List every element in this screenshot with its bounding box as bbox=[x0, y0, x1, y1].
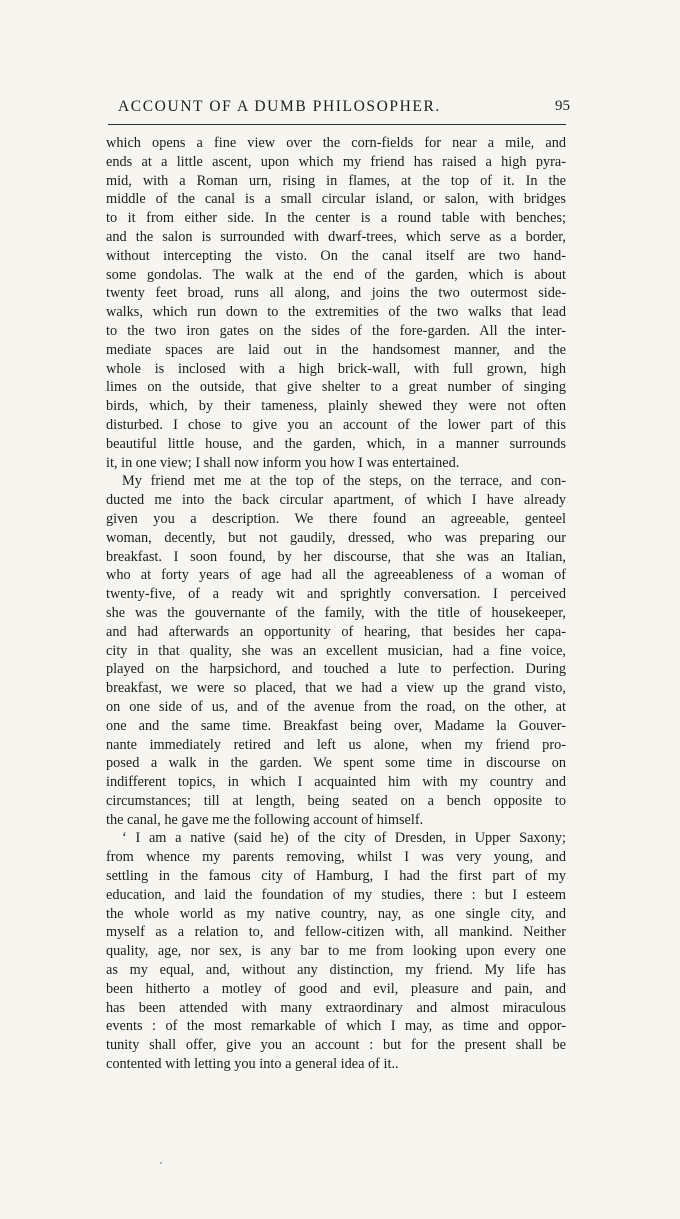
text-line: nante immediately retired and left us alone, when my friend pro- bbox=[106, 736, 566, 753]
text-line: posed a walk in the garden. We spent some time in discourse on bbox=[106, 755, 566, 772]
text-line: settling in the famous city of Hamburg, I had the first part of my bbox=[106, 868, 566, 885]
text-line: contented with letting you into a general idea of it.. bbox=[106, 1056, 399, 1073]
page-number: 95 bbox=[555, 98, 570, 114]
text-line: and the salon is surrounded with dwarf-trees, which serve as a border, bbox=[106, 228, 566, 245]
text-line: has been attended with many extraordinary and almost miraculous bbox=[106, 999, 566, 1016]
text-line: twenty feet broad, runs all along, and joins the two outermost side- bbox=[106, 285, 566, 302]
text-line: whole is inclosed with a high brick-wall, with full grown, high bbox=[106, 360, 566, 377]
header-rule bbox=[108, 124, 566, 125]
text-line: birds, which, by their tameness, plainly shewed they were not often bbox=[106, 398, 566, 415]
text-line: to it from either side. In the center is a round table with benches; bbox=[106, 210, 566, 227]
text-line: breakfast, we were so placed, that we had a view up the grand visto, bbox=[106, 680, 566, 697]
text-line: woman, decently, but not gaudily, dressed, who was preparing our bbox=[106, 529, 566, 546]
text-line: breakfast. I soon found, by her discourse, that she was an Italian, bbox=[106, 548, 566, 565]
text-line: some gondolas. The walk at the end of the garden, which is about bbox=[106, 266, 566, 283]
text-line: circumstances; till at length, being seated on a bench opposite to bbox=[106, 792, 566, 809]
text-line: she was the gouvernante of the family, with the title of housekeeper, bbox=[106, 604, 566, 621]
text-line: city in that quality, she was an excellent musician, had a fine voice, bbox=[106, 642, 566, 659]
text-line: ‘ I am a native (said he) of the city of Dresden, in Upper Saxony; bbox=[122, 830, 566, 847]
text-line: which opens a fine view over the corn-fields for near a mile, and bbox=[106, 135, 566, 151]
text-line: myself as a relation to, and fellow-citizen with, all mankind. Neither bbox=[106, 924, 566, 941]
text-line: been hitherto a motley of good and evil, pleasure and pain, and bbox=[106, 980, 566, 997]
text-line: played on the harpsichord, and touched a lute to perfection. During bbox=[106, 661, 566, 678]
page-speck bbox=[160, 1162, 162, 1164]
text-line: who at forty years of age had all the agreeableness of a woman of bbox=[106, 567, 566, 584]
body-text bbox=[106, 134, 566, 1074]
text-line: ducted me into the back circular apartment, of which I have already bbox=[106, 492, 566, 509]
text-line: My friend met me at the top of the steps, on the terrace, and con- bbox=[122, 473, 566, 490]
text-line: the whole world as my native country, nay, as one single city, and bbox=[106, 905, 566, 922]
text-line: twenty-five, of a ready wit and sprightly conversation. I perceived bbox=[106, 586, 566, 603]
text-line: limes on the outside, that give shelter to a great number of singing bbox=[106, 379, 566, 396]
text-line: disturbed. I chose to give you an account of the lower part of this bbox=[106, 416, 566, 433]
text-line: one and the same time. Breakfast being over, Madame la Gouver- bbox=[106, 717, 566, 734]
text-line: the canal, he gave me the following account of himself. bbox=[106, 811, 424, 828]
text-line: mediate spaces are laid out in the handsomest manner, and the bbox=[106, 341, 566, 358]
text-line: middle of the canal is a small circular island, or salon, with bridges bbox=[106, 191, 566, 208]
running-title: ACCOUNT OF A DUMB PHILOSOPHER. bbox=[118, 98, 441, 115]
text-line: without intercepting the visto. On the canal itself are two hand- bbox=[106, 247, 566, 264]
text-line: it, in one view; I shall now inform you how I was entertained. bbox=[106, 454, 460, 471]
text-line: tunity shall offer, give you an account : but for the present shall be bbox=[106, 1037, 566, 1054]
text-line: beautiful little house, and the garden, which, in a manner surrounds bbox=[106, 435, 566, 452]
text-line: mid, with a Roman urn, rising in flames, at the top of it. In the bbox=[106, 172, 566, 189]
text-line: ends at a little ascent, upon which my friend has raised a high pyra- bbox=[106, 153, 566, 170]
text-line: walks, which run down to the extremities of the two walks that lead bbox=[106, 304, 566, 321]
text-line: quality, age, nor sex, is any bar to me from looking upon every one bbox=[106, 943, 566, 960]
text-line: to the two iron gates on the sides of the fore-garden. All the inter- bbox=[106, 322, 566, 339]
text-line: events : of the most remarkable of which I may, as time and oppor- bbox=[106, 1018, 566, 1035]
text-line: indifferent topics, in which I acquainted him with my country and bbox=[106, 774, 566, 791]
text-line: on one side of us, and of the avenue from the road, on the other, at bbox=[106, 698, 566, 715]
page-header bbox=[100, 98, 570, 120]
text-line: from whence my parents removing, whilst I was very young, and bbox=[106, 849, 566, 866]
text-line: education, and laid the foundation of my studies, there : but I esteem bbox=[106, 886, 566, 903]
text-line: and had afterwards an opportunity of hearing, that besides her capa- bbox=[106, 623, 566, 640]
text-line: as my equal, and, without any distinction, my friend. My life has bbox=[106, 962, 566, 979]
text-line: given you a description. We there found an agreeable, genteel bbox=[106, 510, 566, 527]
